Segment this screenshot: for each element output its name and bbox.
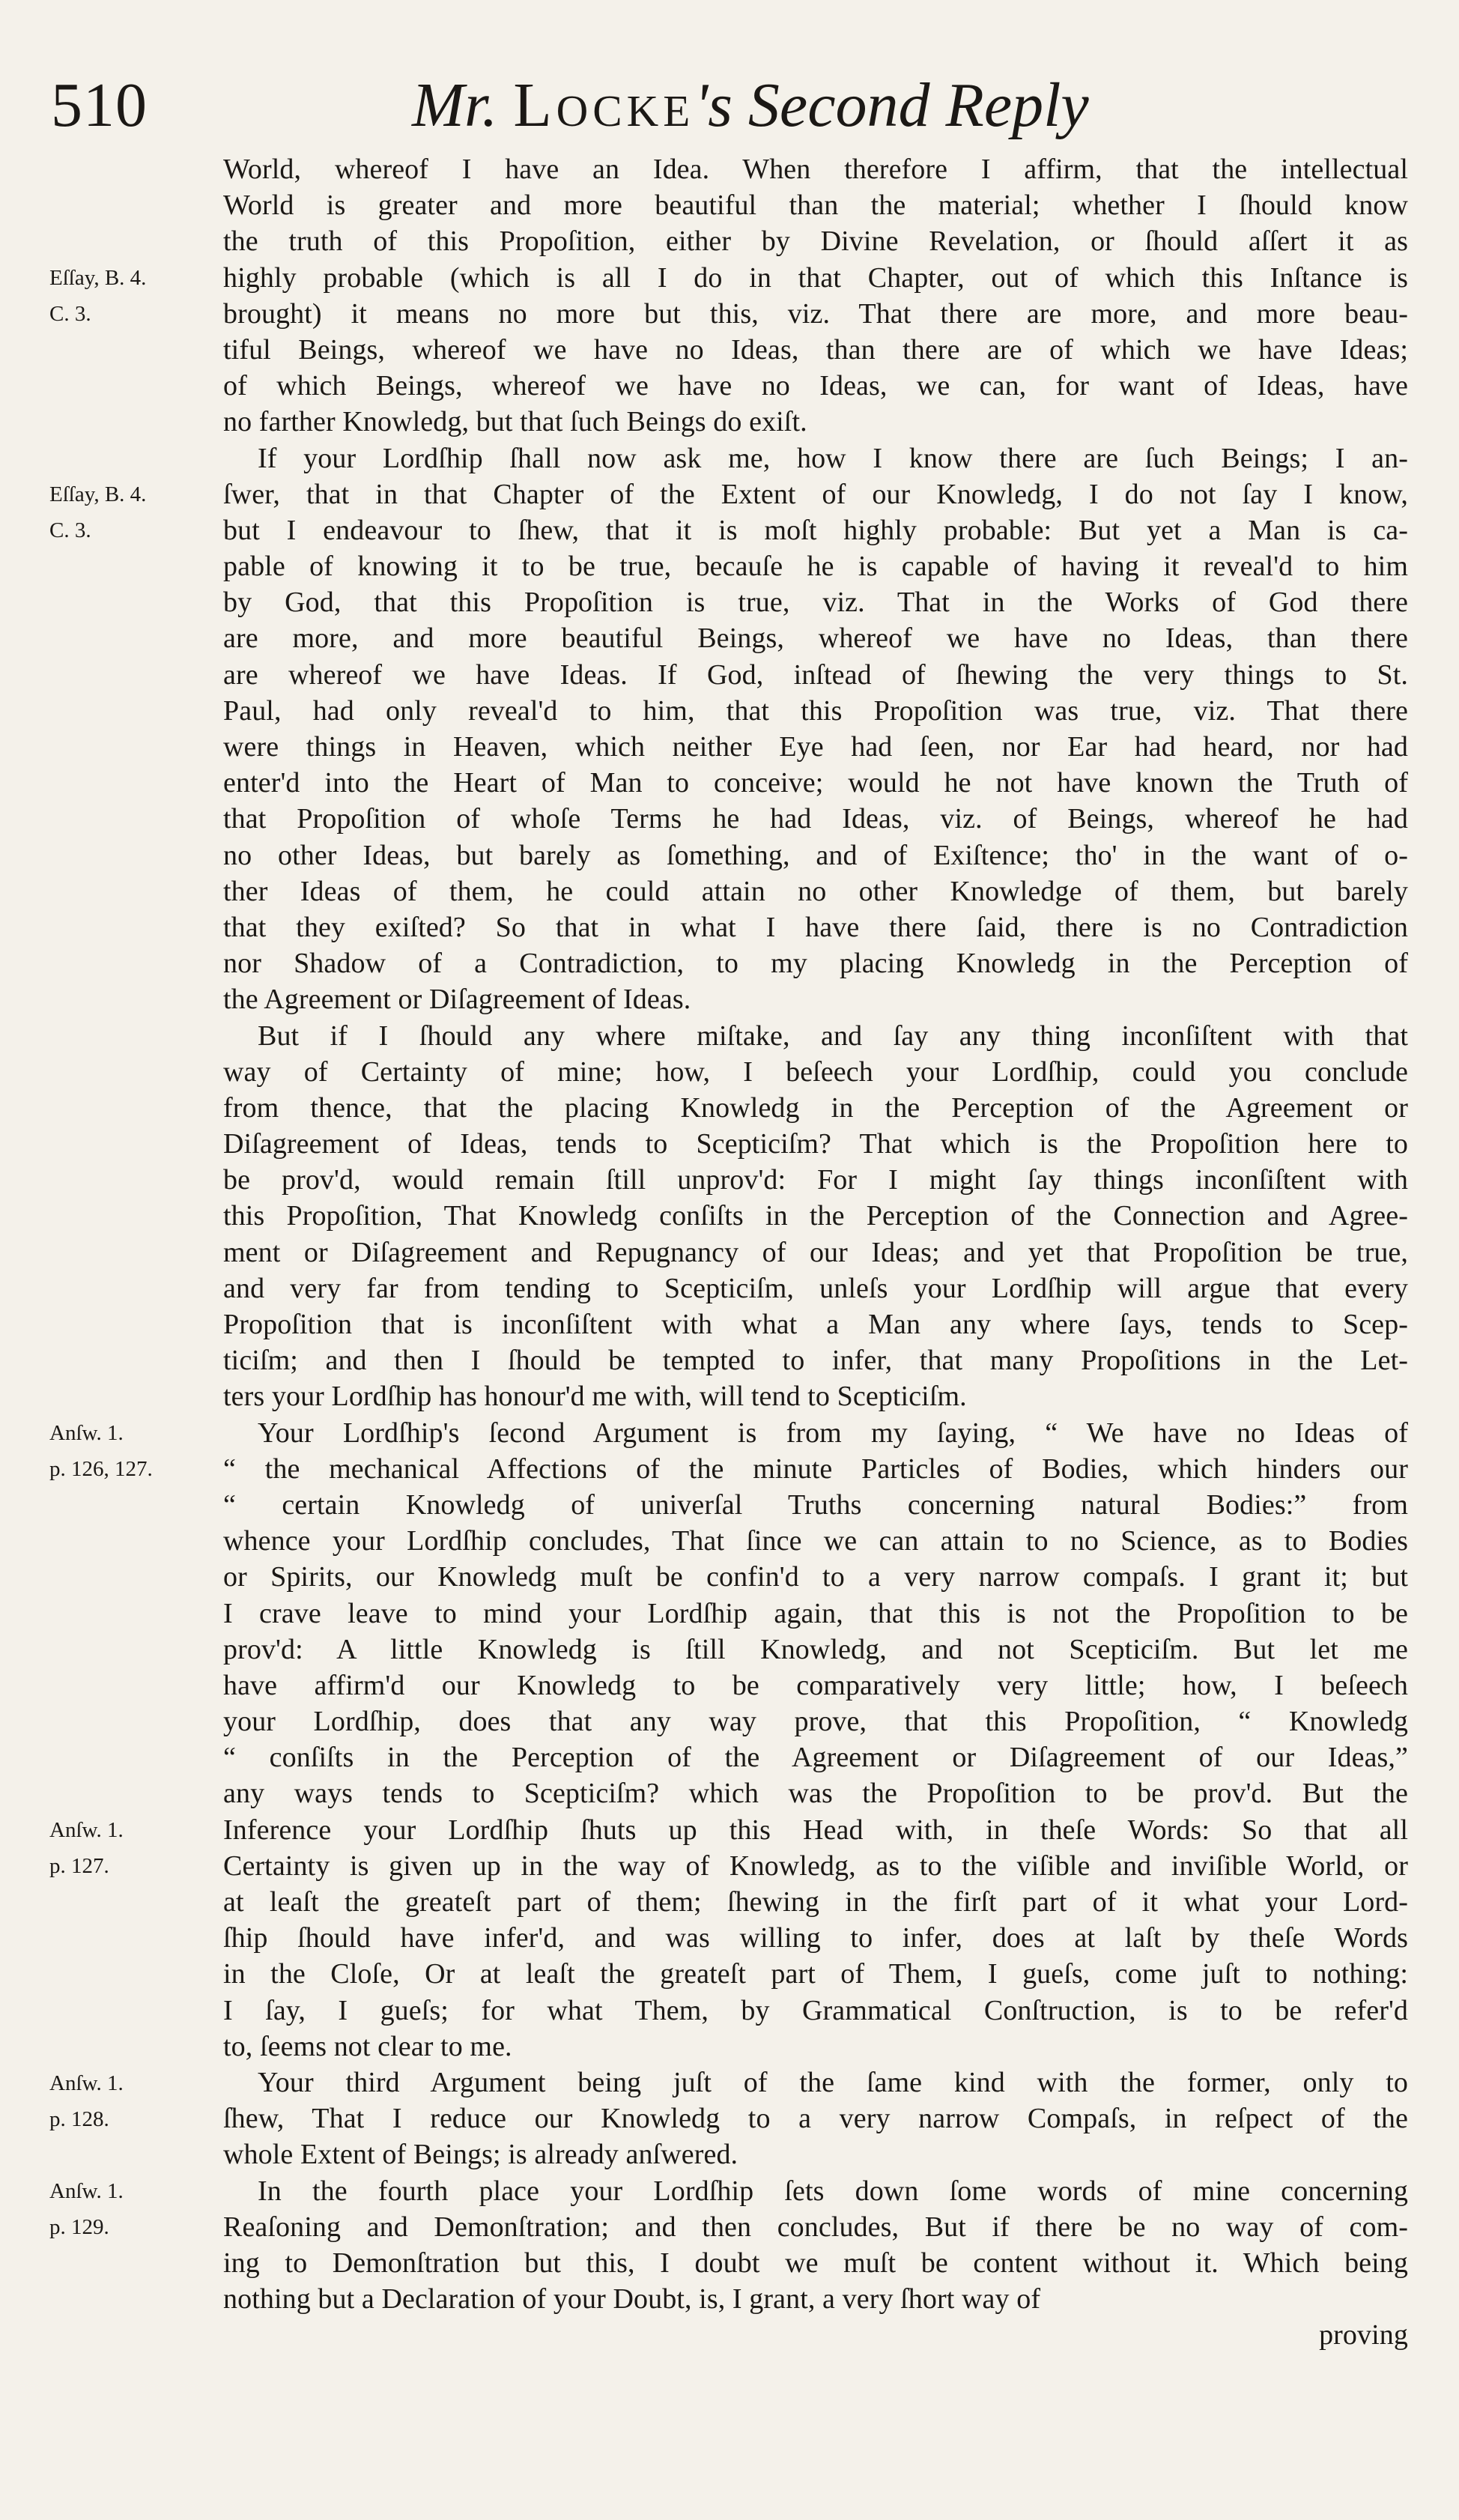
text-line: this Propoſition, That Knowledg conſiſts in the Perception of the Connection and Agree- [223, 1200, 1408, 1232]
margin-note-line1: Anſw. 1. [49, 1421, 124, 1445]
text-line: that they exiſted? So that in what I have there ſaid, there is no Contradiction [223, 911, 1408, 943]
running-head-name: Locke [513, 70, 695, 140]
text-line: at leaſt the greateſt part of them; ſhewing in the firſt part of it what your Lord- [223, 1886, 1408, 1918]
margin-note-line2: p. 127. [49, 1854, 109, 1879]
page-number: 510 [51, 70, 148, 140]
text-line: proving [1319, 2319, 1408, 2351]
text-line: Inference your Lordſhip ſhuts up this Head with, in theſe Words: So that all [223, 1814, 1408, 1846]
text-line: no farther Knowledg, but that ſuch Beings do exiſt. [223, 406, 807, 438]
text-line: any ways tends to Scepticiſm? which was the Propoſition to be prov'd. But the [223, 1778, 1408, 1810]
text-line: your Lordſhip, does that any way prove, that this Propoſition, “ Knowledg [223, 1706, 1408, 1738]
text-line: Your Lordſhip's ſecond Argument is from my ſaying, “ We have no Ideas of [258, 1417, 1408, 1449]
text-line: “ the mechanical Affections of the minute Particles of Bodies, which hinders our [223, 1453, 1408, 1485]
text-line: and very far from tending to Scepticiſm, unleſs your Lordſhip will argue that every [223, 1272, 1408, 1304]
text-line: I crave leave to mind your Lordſhip again, that this is not the Propoſition to be [223, 1597, 1408, 1629]
text-line: Your third Argument being juſt of the ſame kind with the former, only to [258, 2066, 1408, 2098]
text-line: are whereof we have Ideas. If God, inſtead of ſhewing the very things to St. [223, 658, 1408, 691]
text-line: ſwer, that in that Chapter of the Extent of our Knowledg, I do not ſay I know, [223, 478, 1408, 510]
text-line: by God, that this Propoſition is true, viz. That in the Works of God there [223, 587, 1408, 619]
text-line: or Spirits, our Knowledg muſt be confin'd to a very narrow compaſs. I grant it; but [223, 1561, 1408, 1593]
text-line: In the fourth place your Lordſhip ſets down ſome words of mine concerning [258, 2175, 1408, 2207]
margin-note [49, 2065, 124, 2137]
text-line: ing to Demonſtration but this, I doubt we muſt be content without it. Which being [223, 2247, 1408, 2279]
text-line: of which Beings, whereof we have no Ideas, we can, for want of Ideas, have [223, 370, 1408, 402]
text-line: that Propoſition of whoſe Terms he had Ideas, viz. of Beings, whereof he had [223, 803, 1408, 835]
text-line: highly probable (which is all I do in that Chapter, out of which this Inſtance is [223, 261, 1408, 294]
text-line: Paul, had only reveal'd to him, that this Propoſition was true, viz. That there [223, 694, 1408, 727]
text-line: World is greater and more beautiful than the material; whether I ſhould know [223, 190, 1408, 222]
margin-note-line1: Eſſay, B. 4. [49, 265, 147, 290]
margin-note [49, 2173, 124, 2245]
text-line: brought) it means no more but this, viz. That there are more, and more beau- [223, 297, 1408, 330]
margin-note-line1: Anſw. 1. [49, 2179, 124, 2204]
text-line: have affirm'd our Knowledg to be comparatively very little; how, I beſeech [223, 1669, 1408, 1701]
text-line: “ conſiſts in the Perception of the Agreement or Diſagreement of our Ideas,” [223, 1742, 1408, 1774]
margin-note-line2: C. 3. [49, 301, 91, 326]
margin-note-line1: Anſw. 1. [49, 1818, 124, 1843]
text-line: Propoſition that is inconſiſtent with what a Man any where ſays, tends to Scep- [223, 1309, 1408, 1340]
text-line: prov'd: A little Knowledg is ſtill Knowledg, and not Scepticiſm. But let me [223, 1633, 1408, 1665]
running-head-pre: Mr. [412, 70, 514, 140]
text-line: ſhip ſhould have infer'd, and was willing to infer, does at laſt by theſe Words [223, 1922, 1408, 1954]
text-line: World, whereof I have an Idea. When therefore I affirm, that the intellectual [223, 154, 1408, 185]
margin-note-line1: Eſſay, B. 4. [49, 482, 147, 506]
margin-note-line2: C. 3. [49, 518, 91, 542]
text-line: tiful Beings, whereof we have no Ideas, than there are of which we have Ideas; [223, 333, 1408, 366]
text-line: no other Ideas, but barely as ſomething, and of Exiſtence; tho' in the want of o- [223, 839, 1408, 871]
text-line: ters your Lordſhip has honour'd me with, will tend to Scepticiſm. [223, 1381, 967, 1413]
text-line: to, ſeems not clear to me. [223, 2030, 512, 2062]
text-line: “ certain Knowledg of univerſal Truths concerning natural Bodies:” from [223, 1488, 1408, 1521]
text-line: Reaſoning and Demonſtration; and then concludes, But if there be no way of com- [223, 2211, 1408, 2243]
text-line: be prov'd, would remain ſtill unprov'd: For I might ſay things inconſiſtent with [223, 1164, 1408, 1196]
text-line: in the Cloſe, Or at leaſt the greateſt part of Them, I gueſs, come juſt to nothing: [223, 1958, 1408, 1990]
margin-note [49, 260, 146, 332]
text-line: ſhew, That I reduce our Knowledg to a very narrow Compaſs, in reſpect of the [223, 2103, 1408, 2135]
text-line: Certainty is given up in the way of Knowledg, as to the viſible and inviſible World, or [223, 1850, 1408, 1882]
text-line: I ſay, I gueſs; for what Them, by Grammatical Conſtruction, is to be refer'd [223, 1994, 1408, 2026]
text-line: Diſagreement of Ideas, tends to Scepticiſm? That which is the Propoſition here to [223, 1128, 1408, 1160]
text-line: are more, and more beautiful Beings, whereof we have no Ideas, than there [223, 623, 1408, 655]
text-line: whence your Lordſhip concludes, That ſince we can attain to no Science, as to Bodies [223, 1525, 1408, 1557]
text-line: but I endeavour to ſhew, that it is moſt highly probable: But yet a Man is ca- [223, 514, 1408, 546]
margin-note-line2: p. 128. [49, 2106, 109, 2131]
main-text [223, 151, 1408, 2353]
text-line: the truth of this Propoſition, either by Divine Revelation, or ſhould aſſert it as [223, 225, 1408, 258]
margin-note-line2: p. 126, 127. [49, 1457, 153, 1481]
text-line: from thence, that the placing Knowledg in the Perception of the Agreement or [223, 1091, 1408, 1124]
text-line: nothing but a Declaration of your Doubt, is, I grant, a very ſhort way of [223, 2283, 1041, 2315]
text-line: the Agreement or Diſagreement of Ideas. [223, 984, 691, 1016]
text-line: ment or Diſagreement and Repugnancy of our Ideas; and yet that Propoſition be true, [223, 1236, 1408, 1268]
text-line: whole Extent of Beings; is already anſwered. [223, 2139, 738, 2171]
text-line: But if I ſhould any where miſtake, and ſay any thing inconſiſtent with that [258, 1020, 1408, 1052]
text-line: ther Ideas of them, he could attain no other Knowledge of them, but barely [223, 875, 1408, 907]
margin-note-line1: Anſw. 1. [49, 2071, 124, 2095]
text-line: If your Lordſhip ſhall now ask me, how I know there are ſuch Beings; I an- [258, 442, 1408, 474]
running-head [412, 69, 1089, 142]
margin-note-line2: p. 129. [49, 2215, 109, 2240]
margin-note [49, 1812, 124, 1884]
text-line: pable of knowing it to be true, becauſe he is capable of having it reveal'd to him [223, 551, 1408, 583]
text-line: way of Certainty of mine; how, I beſeech your Lordſhip, could you conclude [223, 1055, 1408, 1088]
text-line: were things in Heaven, which neither Eye had ſeen, nor Ear had heard, nor had [223, 731, 1408, 763]
margin-note [49, 476, 146, 548]
running-head-post: 's Second Reply [694, 70, 1089, 140]
text-line: ticiſm; and then I ſhould be tempted to infer, that many Propoſitions in the Let- [223, 1345, 1408, 1377]
text-line: enter'd into the Heart of Man to conceive; would he not have known the Truth of [223, 767, 1408, 799]
text-line: nor Shadow of a Contradiction, to my placing Knowledg in the Perception of [223, 948, 1408, 980]
margin-note [49, 1415, 153, 1487]
